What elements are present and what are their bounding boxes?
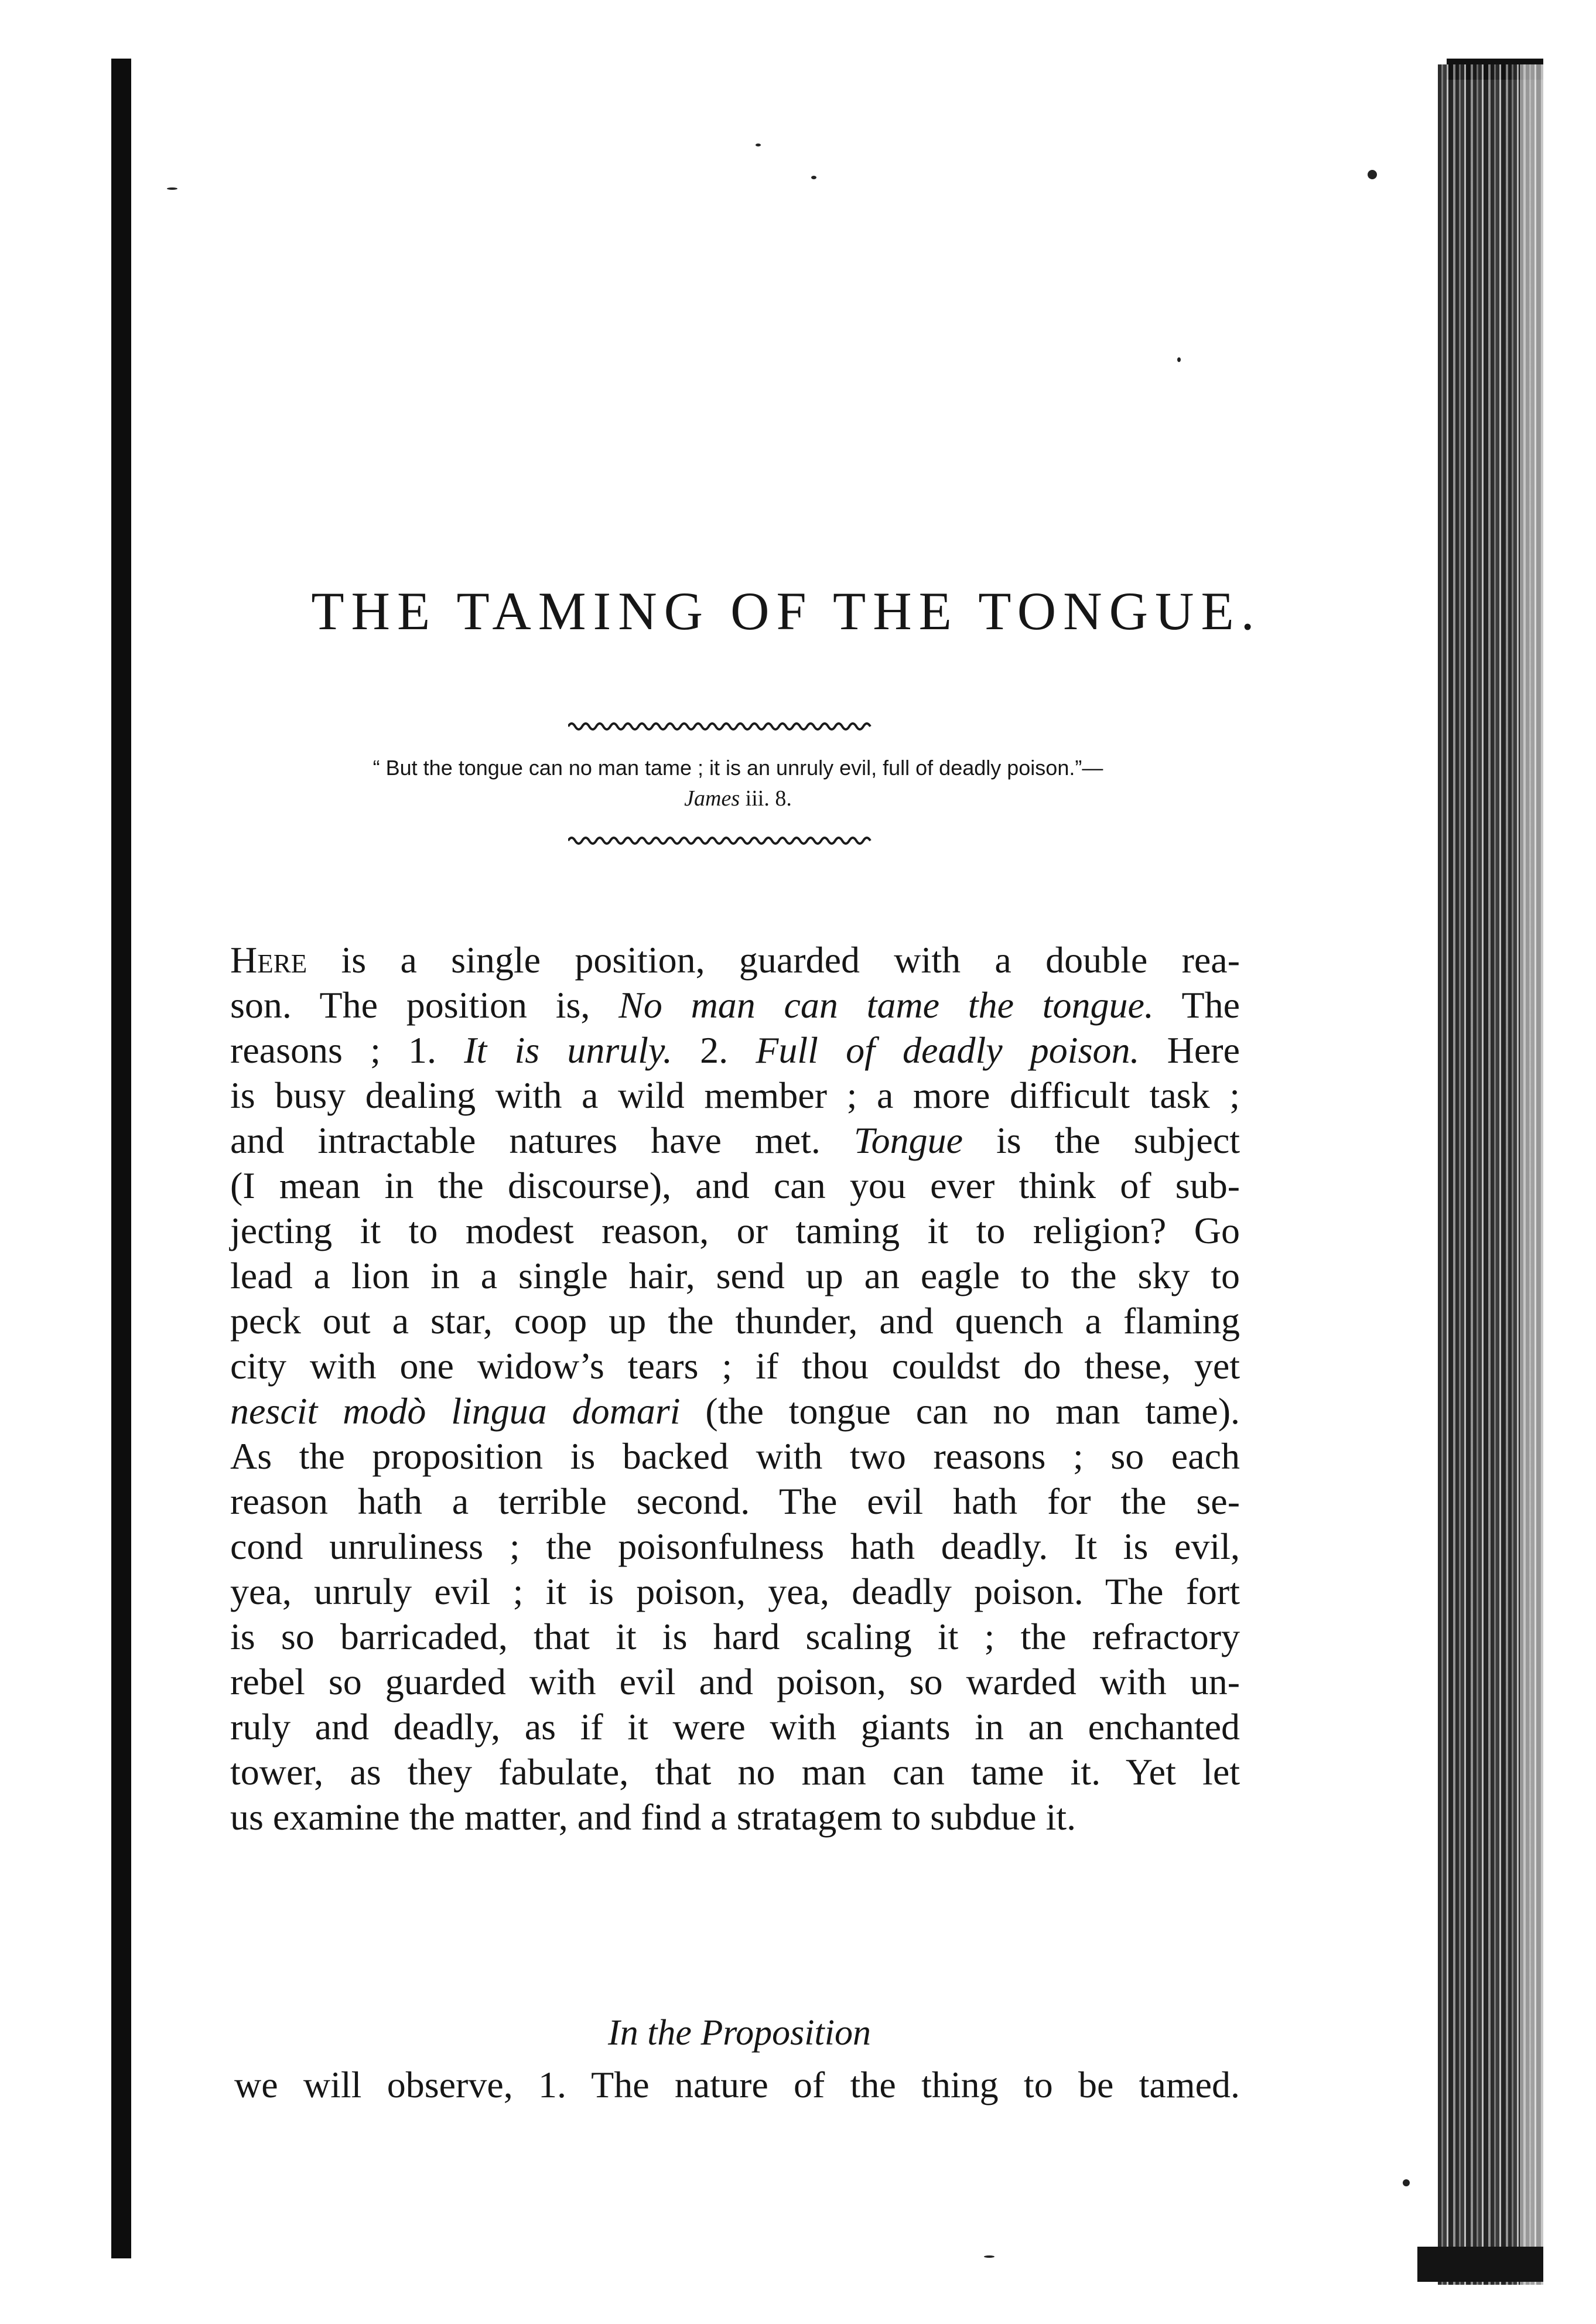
text-run: peck out a star, coop up the thunder, and quench a flaming bbox=[230, 1300, 1240, 1342]
text-run: is busy dealing with a wild member ; a more difficult task ; bbox=[230, 1074, 1240, 1116]
text-run: reason hath a terrible second. The evil hath for the se- bbox=[230, 1480, 1240, 1522]
body-line bbox=[230, 1253, 1240, 1298]
text-run: and intractable natures have met. bbox=[230, 1120, 854, 1161]
small-caps-word: Here bbox=[230, 939, 307, 981]
epigraph-source-ref: iii. 8. bbox=[745, 786, 792, 811]
body-line bbox=[230, 937, 1240, 982]
text-run: is so barricaded, that it is hard scaling it ; the refractory bbox=[230, 1616, 1240, 1657]
text-run: The bbox=[1153, 984, 1240, 1026]
text-run: rebel so guarded with evil and poison, so warded with un- bbox=[230, 1661, 1240, 1702]
binding-edge-foot bbox=[1417, 2247, 1543, 2282]
scan-speck bbox=[984, 2255, 994, 2258]
text-run: jecting it to modest reason, or taming it to religion? Go bbox=[230, 1210, 1240, 1251]
text-run: 2. bbox=[672, 1029, 756, 1071]
text-run: son. The position is, bbox=[230, 984, 619, 1026]
text-run: us examine the matter, and find a stratagem to subdue it. bbox=[230, 1796, 1076, 1838]
text-run: (I mean in the discourse), and can you ever think of sub- bbox=[230, 1165, 1240, 1206]
scan-speck bbox=[1403, 2179, 1410, 2186]
body-line bbox=[230, 1749, 1240, 1794]
text-run: city with one widow’s tears ; if thou couldst do these, yet bbox=[230, 1345, 1240, 1387]
body-line bbox=[230, 1298, 1240, 1343]
text-run: cond unruliness ; the poisonfulness hath deadly. It is evil, bbox=[230, 1526, 1240, 1567]
body-line bbox=[230, 1388, 1240, 1434]
text-run: is a single position, guarded with a double rea- bbox=[307, 939, 1240, 981]
top-ornament-rule bbox=[568, 715, 873, 735]
body-line bbox=[230, 1073, 1240, 1118]
text-run: (the tongue can no man tame). bbox=[680, 1390, 1240, 1432]
italic-phrase: It is unruly. bbox=[464, 1029, 672, 1071]
epigraph bbox=[246, 753, 1230, 814]
body-line bbox=[230, 1794, 1240, 1840]
italic-phrase: Tongue bbox=[853, 1120, 963, 1161]
binding-edge-highlight bbox=[1520, 64, 1543, 2285]
italic-phrase: No man can tame the tongue. bbox=[618, 984, 1154, 1026]
scan-speck bbox=[756, 144, 761, 146]
body-line bbox=[230, 1118, 1240, 1163]
body-line bbox=[230, 982, 1240, 1028]
body-line bbox=[230, 1434, 1240, 1479]
italic-phrase: nescit modò lingua domari bbox=[230, 1390, 681, 1432]
body-line bbox=[230, 1569, 1240, 1614]
body-line bbox=[230, 1524, 1240, 1569]
text-run: lead a lion in a single hair, send up an eagle to the sky to bbox=[230, 1255, 1240, 1296]
body-line bbox=[230, 1208, 1240, 1253]
bottom-ornament-rule bbox=[568, 829, 873, 849]
scan-speck bbox=[1177, 357, 1181, 362]
body-line-final: we will observe, 1. The nature of the thing to be tamed. bbox=[234, 2064, 1240, 2105]
text-run: ruly and deadly, as if it were with giants in an enchanted bbox=[230, 1706, 1240, 1748]
body-line bbox=[230, 1659, 1240, 1704]
text-run: reasons ; 1. bbox=[230, 1029, 464, 1071]
text-run: yea, unruly evil ; it is poison, yea, deadly poison. The fort bbox=[230, 1571, 1240, 1612]
body-paragraph bbox=[230, 937, 1240, 1840]
body-line bbox=[230, 1163, 1240, 1208]
text-run: tower, as they fabulate, that no man can tame it. Yet let bbox=[230, 1751, 1240, 1793]
chapter-title: THE TAMING OF THE TONGUE. bbox=[311, 581, 1262, 641]
scan-speck bbox=[167, 187, 177, 190]
body-line bbox=[230, 1704, 1240, 1749]
epigraph-quote: “ But the tongue can no man tame ; it is an unruly evil, full of deadly poison.”— bbox=[372, 756, 1103, 780]
italic-phrase: Full of deadly poison. bbox=[756, 1029, 1140, 1071]
section-heading: In the Proposition bbox=[608, 2013, 871, 2053]
text-run: is the subject bbox=[962, 1120, 1240, 1161]
body-line bbox=[230, 1343, 1240, 1388]
text-run: As the proposition is backed with two reasons ; so each bbox=[230, 1435, 1240, 1477]
body-line bbox=[230, 1028, 1240, 1073]
text-run: Here bbox=[1139, 1029, 1240, 1071]
scan-speck bbox=[811, 176, 816, 179]
epigraph-source-book: James bbox=[684, 786, 740, 811]
body-line bbox=[230, 1614, 1240, 1659]
left-margin-rule bbox=[111, 59, 131, 2258]
epigraph-source bbox=[246, 783, 1230, 814]
body-line bbox=[230, 1479, 1240, 1524]
scan-speck bbox=[1368, 170, 1377, 179]
